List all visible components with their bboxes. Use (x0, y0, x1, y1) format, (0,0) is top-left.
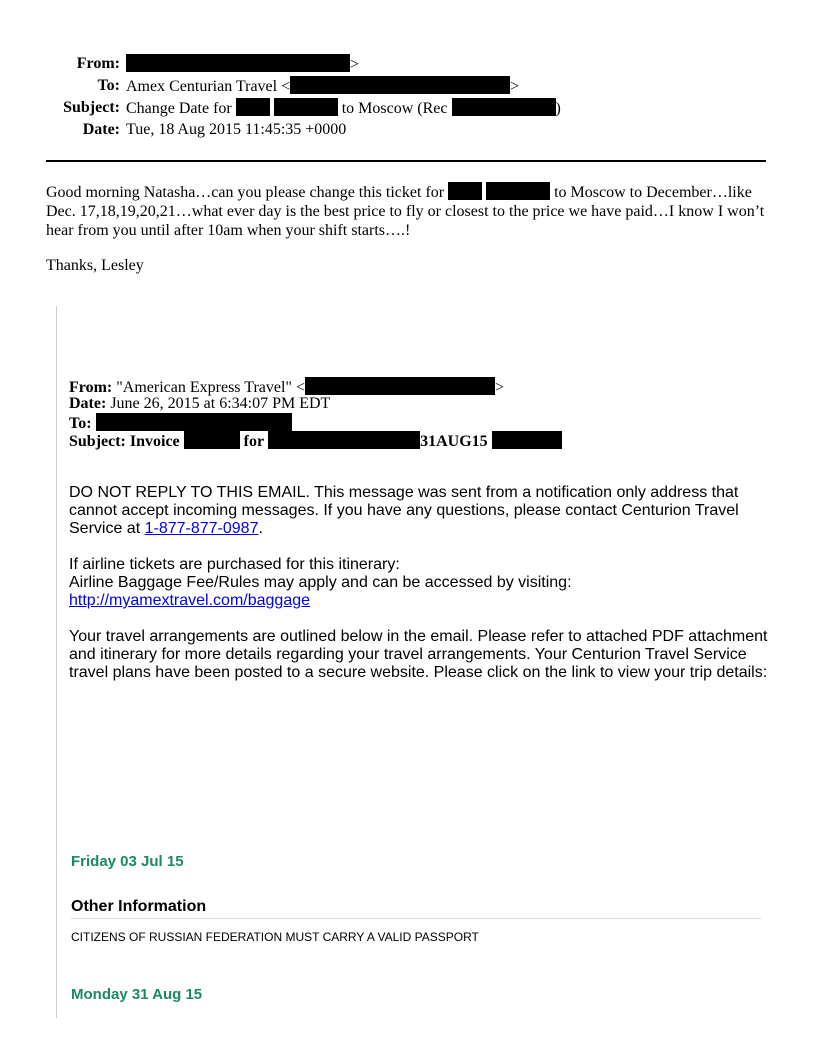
subject-suffix: ) (555, 100, 561, 117)
subject-prefix: Change Date for (126, 100, 232, 117)
fwd-subject-date: 31AUG15 (420, 433, 488, 450)
fwd-to-row (69, 413, 769, 433)
to-name: Amex Centurian Travel < (126, 78, 291, 95)
fwd-from-label: From: (69, 379, 113, 396)
baggage-line-1: If airline tickets are purchased for this itinerary: (69, 556, 400, 573)
redacted-passenger-name-1 (448, 182, 482, 200)
fwd-from-suffix: > (494, 379, 504, 396)
arrangements-text: Your travel arrangements are outlined below in the email. Please refer to attached PDF attachment and itinerary for more details regarding your travel arrangements. Your Centurion Travel Service travel plans have been posted to a secure website. Please click on the link to view your trip details: (69, 628, 768, 681)
redacted-invoice-number (184, 431, 240, 449)
message-text-rest: to Moscow to December…like Dec. 17,18,19,20,21…what ever day is the best price to fly or closest to the price we have paid…I know I won’t hear from you until after 10am when your shift starts….! (46, 184, 765, 239)
to-value (126, 76, 519, 97)
message-body (46, 182, 770, 240)
to-label: To: (97, 77, 120, 94)
fwd-date-row (69, 395, 769, 413)
redacted-traveler-name (268, 431, 420, 449)
subject-label: Subject: (63, 99, 120, 116)
fwd-subject-row (69, 431, 769, 451)
date-label: Date: (82, 121, 120, 138)
fwd-date-value: June 26, 2015 at 6:34:07 PM EDT (110, 395, 331, 412)
subject-mid: to Moscow (Rec (341, 100, 448, 117)
quote-bar (56, 306, 57, 1018)
phone-link[interactable]: 1-877-877-0987 (144, 520, 259, 537)
from-value (126, 54, 359, 75)
fwd-to-label: To: (69, 415, 92, 432)
fwd-subject-label: Subject: Invoice (69, 433, 180, 450)
notice-text: DO NOT REPLY TO THIS EMAIL. This message was sent from a notification only address that cannot accept incoming messages. If you have any questions, please contact Centurion Travel Service at (69, 484, 739, 537)
fwd-date-label: Date: (69, 395, 107, 412)
date-value: Tue, 18 Aug 2015 11:45:35 +0000 (126, 121, 347, 138)
redacted-to-address (290, 76, 510, 94)
redacted-subject-name-1 (236, 98, 270, 116)
from-label: From: (76, 55, 120, 72)
itinerary-day-heading-2: Monday 31 Aug 15 (71, 986, 203, 1003)
to-suffix: > (510, 78, 520, 95)
redacted-subject-name-2 (274, 98, 338, 116)
subject-value (126, 98, 561, 119)
baggage-notice (69, 556, 769, 610)
message-signoff: Thanks, Lesley (46, 257, 144, 274)
redacted-record-locator (452, 98, 556, 116)
other-info-divider (71, 918, 761, 919)
redacted-passenger-name-2 (486, 182, 550, 200)
from-suffix: > (350, 56, 360, 73)
other-info-heading: Other Information (71, 898, 207, 915)
redacted-sender (126, 54, 350, 72)
redacted-fwd-recipient (96, 413, 292, 431)
itinerary-day-heading-1: Friday 03 Jul 15 (71, 853, 184, 870)
passport-notice: CITIZENS OF RUSSIAN FEDERATION MUST CARRY A VALID PASSPORT (71, 930, 479, 944)
baggage-link[interactable]: http://myamextravel.com/baggage (69, 592, 311, 609)
redacted-fwd-sender (305, 377, 495, 395)
no-reply-notice (69, 484, 769, 538)
message-text-start: Good morning Natasha…can you please change this ticket for (46, 184, 445, 201)
fwd-from-value: "American Express Travel" < (116, 379, 305, 396)
baggage-line-2: Airline Baggage Fee/Rules may apply and can be accessed by visiting: (69, 574, 572, 591)
header-divider (46, 160, 766, 162)
redacted-subject-tail (492, 431, 562, 449)
notice-period: . (258, 520, 263, 537)
fwd-subject-for: for (243, 433, 265, 450)
fwd-from-row (69, 377, 769, 397)
